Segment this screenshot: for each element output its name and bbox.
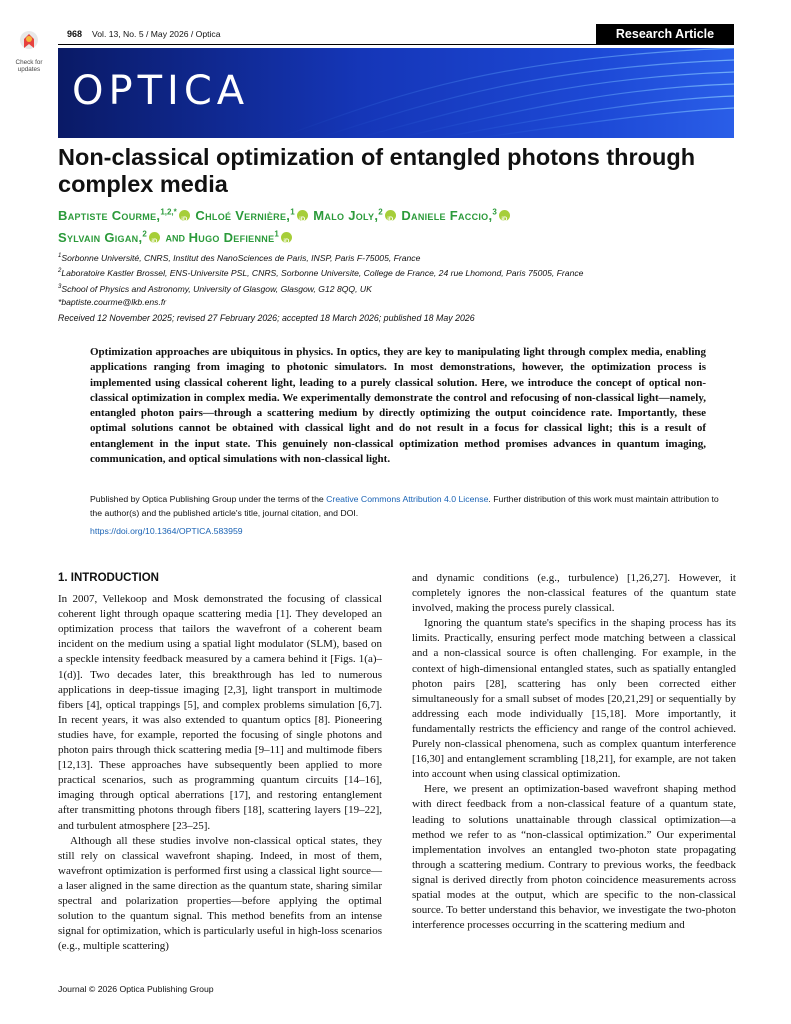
- article-title: Non-classical optimization of entangled photons through complex media: [58, 144, 696, 197]
- article-type-label: Research Article: [596, 24, 734, 44]
- body-paragraph: Ignoring the quantum state's specifics in the shaping process has its limits. Practically, ensuring perfect mode matching between a classical and a non-classical source is often challenging. For example, in the context of high-dimensional entangled states, such as spatially entangled photon pairs [28], scattering has only been corrected either simultaneously for a small subset of modes [20,21,29] or sequentially by addressing each mode individually [15,18]. More importantly, it fundamentally restricts the efficiency and range of the control achieved. Purely non-classical phenomena, such as complex quantum interference [16,30] and entanglement scrambling [18,21], for example, are not taken into account when using classical optimization.: [412, 617, 736, 781]
- footer-copyright: Journal © 2026 Optica Publishing Group: [58, 984, 214, 994]
- body-paragraph: Although all these studies involve non-classical optical states, they still rely on classical wavefront shaping. Indeed, in most of them, wavefront optimization is performed first using a classical light source—a laser aligned in the same direction as the quantum state, sharing similar spectral and polarization properties—before applying the optimal solution to the quantum signal. This method benefits from an intense signal for optimization, which is particularly useful in high-loss scenarios (e.g., multiple scattering): [58, 834, 382, 953]
- orcid-icon[interactable]: [385, 210, 396, 221]
- check-for-updates-badge[interactable]: [12, 30, 46, 73]
- doi-link[interactable]: https://doi.org/10.1364/OPTICA.583959: [90, 526, 243, 536]
- author-list: [58, 204, 738, 247]
- check-updates-label: Check for updates: [15, 59, 43, 73]
- author-name[interactable]: Sylvain Gigan,$^2$: [58, 229, 147, 245]
- publication-history: Received 12 November 2025; revised 27 February 2026; accepted 18 March 2026; published 18 May 2026: [58, 313, 475, 323]
- affiliations: [58, 250, 738, 310]
- author-name[interactable]: Hugo Defienne$^1$: [188, 229, 279, 245]
- author-name[interactable]: Baptiste Courme,$^{1,2,*}$: [58, 208, 177, 224]
- corresponding-email[interactable]: *baptiste.courme@lkb.ens.fr: [58, 297, 167, 308]
- header-rule: [58, 44, 734, 45]
- right-column: [412, 571, 736, 933]
- left-column: [58, 571, 382, 954]
- orcid-icon[interactable]: [281, 232, 292, 243]
- license-link[interactable]: Creative Commons Attribution 4.0 License: [326, 494, 489, 504]
- orcid-icon[interactable]: [149, 232, 160, 243]
- section-heading: 1. INTRODUCTION: [58, 572, 159, 584]
- abstract: Optimization approaches are ubiquitous in physics. In optics, they are key to manipulating light through complex media, enabling applications ranging from imaging to photonic simulators. In most demonstrations, however, the optimization process is implemented using classical coherent light, leading to a purely classical solution. Here, we introduce the concept of optical non-classical optimization in complex media. We experimentally demonstrate the control and refocusing of non-classical light—namely, entangled photon pairs—through a scattering medium by directly optimizing the output coincidence rate. Importantly, these optimal solutions cannot be obtained with classical light and do not result in a focus for classical light; this is a result of entanglement in the input state. This genuinely non-classical optimization method promises advances in quantum imaging, communication, and optical simulations with non-classical light.: [90, 346, 706, 466]
- orcid-icon[interactable]: [297, 210, 308, 221]
- affiliation: $^1$Sorbonne Université, CNRS, Institut des NanoSciences de Paris, INSP, Paris F-75005, France: [58, 252, 421, 263]
- body-paragraph: In 2007, Vellekoop and Mosk demonstrated the focusing of classical coherent light through opaque scattering media [1]. They developed an optimization process that tailors the wavefront of a coherent beam incident on the medium using a spatial light modulator (SLM), based on a speckle intensity feedback measured by a camera behind it [Figs. 1(a)–1(d)]. Two decades later, this breakthrough has led to numerous applications in deep-tissue imaging [2,3], light transport in multimode fibers [4], optical trappings [5], and complex problems simulation [6,7]. In recent years, it was also extended to quantum optics [8]. Pioneering studies have, for example, reported the focusing of single photons and photon pairs through thick scattering media [9–11] and multimode fibers [12,13]. These approaches have subsequently been applied to more practical scenarios, such as programming quantum circuits [14–16], imaging through optical aberrations [17], and restoring entanglement after transmitting photons through fibers [18], scattering layers [19–22], and turbulent atmosphere [23–25].: [58, 593, 382, 832]
- body-paragraph: Here, we present an optimization-based wavefront shaping method with direct feedback from a non-classical feature of a quantum state, leading to solutions unattainable through classical optimization—a method we refer to as “non-classical optimization.” Our experimental implementation involves an entangled two-photon state propagating through a scattering medium. Contrary to previous works, the feedback signal is derived directly from photon coincidence measurements across spatial modes at the output, which are specific to the non-classical source. To better understand this behavior, we investigate the two-photon interference processes occurring in the scattering medium and: [412, 783, 736, 932]
- affiliation: $^3$School of Physics and Astronomy, University of Glasgow, Glasgow, G12 8QQ, UK: [58, 283, 372, 294]
- journal-info: Vol. 13, No. 5 / May 2026 / Optica: [92, 29, 221, 39]
- optica-logo: OPTICA: [72, 68, 250, 114]
- affiliation: $^2$Laboratoire Kastler Brossel, ENS-Universite PSL, CNRS, Sorbonne Universite, College de France, 24 rue Lhomond, Paris 75005, France: [58, 268, 584, 279]
- orcid-icon[interactable]: [179, 210, 190, 221]
- page-number: 968: [67, 29, 83, 39]
- check-updates-icon: [19, 30, 39, 54]
- author-name[interactable]: Malo Joly,$^2$: [313, 208, 383, 224]
- license-statement: Published by Optica Publishing Group under the terms of the Creative Commons Attribution 4.0 License. Further distribution of this work must maintain attribution to the author(s) and the published article's title, journal citation, and DOI.: [90, 494, 719, 518]
- and-word: and: [165, 229, 185, 245]
- body-paragraph: and dynamic conditions (e.g., turbulence) [1,26,27]. However, it completely ignores the non-classical features of the quantum state involved, making the process purely classical.: [412, 572, 736, 615]
- orcid-icon[interactable]: [499, 210, 510, 221]
- author-name[interactable]: Daniele Faccio,$^3$: [401, 208, 497, 224]
- author-name[interactable]: Chloé Vernière,$^1$: [195, 208, 295, 224]
